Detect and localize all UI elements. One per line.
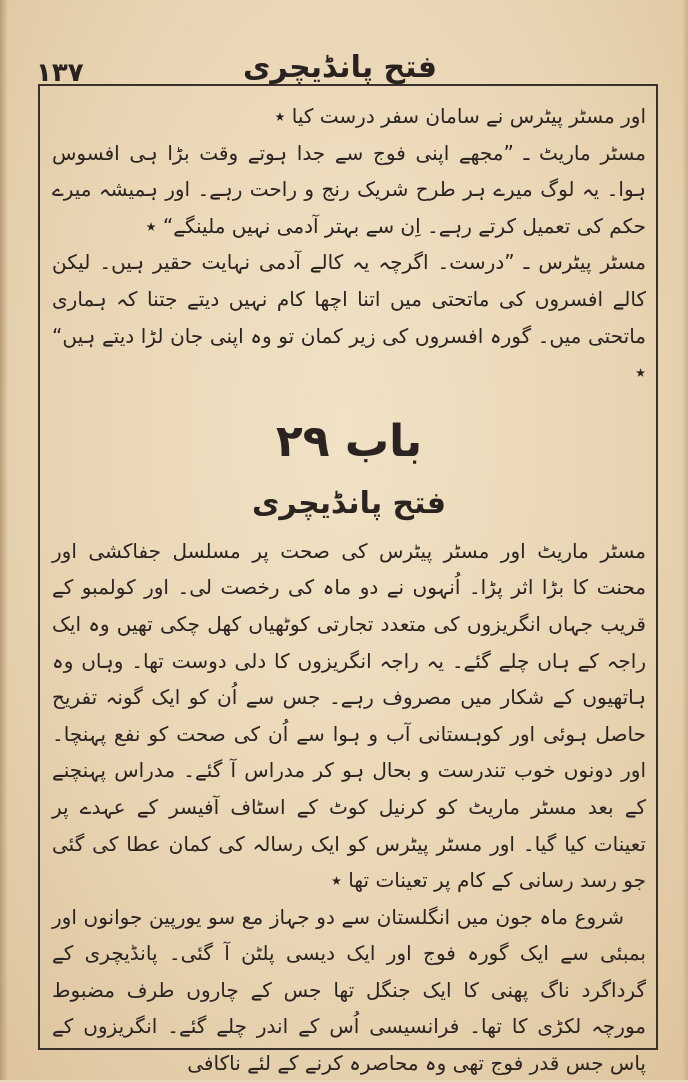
paragraph: مسٹر ماریٹ ـ ”مجھے اپنی فوج سے جدا ہوتے وقت بڑا ہی افسوس ہوا۔ یہ لوگ میرے ہر طرح شریک رنج و راحت رہے۔ اور ہمیشہ میرے حکم کی تعمیل کرتے رہے۔ اِن سے بہتر آدمی نہیں ملینگے“ ٭ <box>52 140 646 238</box>
paragraph: مسٹر ماریٹ اور مسٹر پیٹرس کی صحت پر مسلسل جفاکشی اور محنت کا بڑا اثر پڑا۔ اُنہوں نے دو ماہ کی رخصت لی۔ اور کولمبو کے قریب جہاں انگریزوں کی متعدد تجارتی کوٹھیاں کھل چکی تھیں وہ ایک راجہ کے ہاں چلے گئے۔ یہ راجہ انگریزوں کا دلی دوست تھا۔ وہاں وہ ہاتھیوں کے شکار میں مصروف رہے۔ جس سے اُن کو ایک گونہ تفریح حاصل ہوئی اور کوہستانی آب و ہوا سے اُن کی صحت کو نفع پہنچا۔ اور دونوں خوب تندرست و بحال ہو کر مدراس آ گئے۔ مدراس پہنچنے کے بعد مسٹر ماریٹ کو کرنیل کوٹ کے اسٹاف آفیسر کے عہدے پر تعینات کیا گیا۔ اور مسٹر پیٹرس کو ایک رسالہ کی کمان عطا کی گئی جو رسد رسانی کے کام پر تعینات تھا ٭ <box>52 538 646 893</box>
chapter-heading: باب ۲۹ <box>275 415 423 467</box>
running-title: فتح پانڈیچری <box>242 50 438 85</box>
page-edge-shadow-right <box>682 0 688 1080</box>
page-edge-shadow-left <box>0 0 8 1080</box>
paragraph: شروع ماہ جون میں انگلستان سے دو جہاز مع سو یورپین جوانوں اور بمبئی سے ایک گورہ فوج اور ایک دیسی پلٹن آ گئی۔ پانڈیچری کے گرداگرد ناگ پھنی کا ایک جنگل تھا جس کے چاروں طرف مضبوط مورچہ لکڑی کا تھا۔ فرانسیسی اُس کے اندر چلے گئے۔ انگریزوں کے پاس جس قدر فوج تھی وہ محاصرہ کرنے کے لئے ناکافی <box>52 904 646 1076</box>
chapter-title: فتح پانڈیچری <box>251 485 447 521</box>
page-number: ۱۳۷ <box>36 58 84 88</box>
paragraph: اور مسٹر پیٹرس نے سامان سفر درست کیا ٭ <box>274 104 646 128</box>
paragraph: مسٹر پیٹرس ـ ”درست۔ اگرچہ یہ کالے آدمی نہایت حقیر ہیں۔ لیکن کالے افسروں کی ماتحتی میں اتنا اچھا کام نہیں دیتے جتنا کہ ہماری ماتحتی میں۔ گورہ افسروں کی زیر کمان تو وہ اپنی جان لڑا دیتے ہیں“ ٭ <box>52 250 646 385</box>
page-body <box>52 98 646 1082</box>
